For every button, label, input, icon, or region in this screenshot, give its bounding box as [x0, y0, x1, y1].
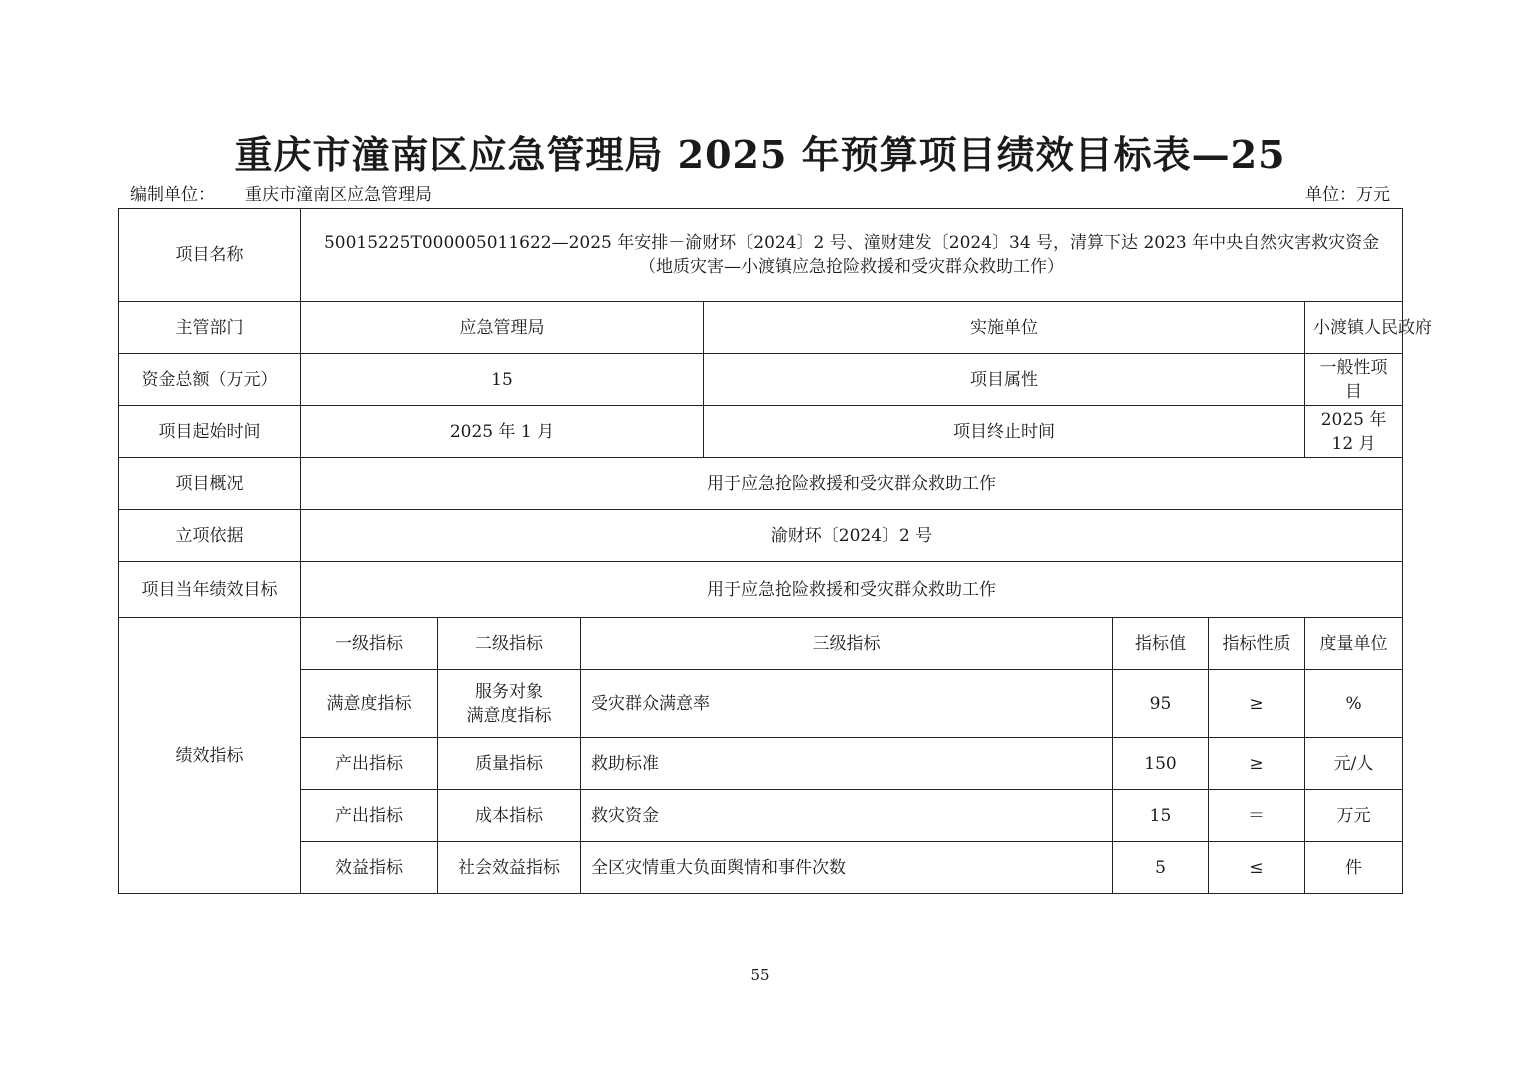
row-level1: 满意度指标: [301, 670, 438, 738]
row-level1: 产出指标: [301, 738, 438, 790]
overview-label: 项目概况: [119, 458, 301, 510]
row-value: 15: [1113, 790, 1209, 842]
funds-value: 15: [301, 354, 704, 406]
header-unit: 度量单位: [1305, 618, 1403, 670]
time-row: [119, 406, 1403, 458]
impl-value: 小渡镇人民政府: [1305, 302, 1403, 354]
header-value: 指标值: [1113, 618, 1209, 670]
row-level3: 救灾资金: [581, 790, 1113, 842]
goal-value: 用于应急抢险救援和受灾群众救助工作: [301, 562, 1403, 618]
row-value: 5: [1113, 842, 1209, 894]
end-value: 2025 年 12 月: [1305, 406, 1403, 458]
row-level2: 成本指标: [438, 790, 581, 842]
project-name-line1: 50015225T000005011622—2025 年安排－渝财环〔2024〕2 号、潼财建发〔2024〕34 号，清算下达 2023 年中央自然灾害救灾资金: [323, 233, 1380, 253]
header-level1: 一级指标: [301, 618, 438, 670]
row-value: 95: [1113, 670, 1209, 738]
page-title: 重庆市潼南区应急管理局 2025 年预算项目绩效目标表—25: [234, 132, 1286, 177]
goal-row: [119, 562, 1403, 618]
indicator-header-row: [119, 618, 1403, 670]
row-nature: ＝: [1209, 790, 1305, 842]
page-number: 55: [750, 966, 770, 984]
performance-table: [118, 208, 1432, 894]
row-nature: ≥: [1209, 670, 1305, 738]
end-label: 项目终止时间: [704, 406, 1305, 458]
indicator-row: [119, 738, 1403, 790]
unit-label: 单位：万元: [1305, 185, 1390, 205]
header-level3: 三级指标: [581, 618, 1113, 670]
overview-row: [119, 458, 1403, 510]
row-nature: ≥: [1209, 738, 1305, 790]
row-level2: 质量指标: [438, 738, 581, 790]
project-name-label: 项目名称: [119, 209, 301, 302]
dept-value: 应急管理局: [301, 302, 704, 354]
goal-label: 项目当年绩效目标: [119, 562, 301, 618]
row-level3: 全区灾情重大负面舆情和事件次数: [581, 842, 1113, 894]
basis-row: [119, 510, 1403, 562]
start-value: 2025 年 1 月: [301, 406, 704, 458]
row-level3: 受灾群众满意率: [581, 670, 1113, 738]
project-name-line2: （地质灾害—小渡镇应急抢险救援和受灾群众救助工作）: [639, 257, 1065, 277]
funds-label: 资金总额（万元）: [119, 354, 301, 406]
row-unit: 万元: [1305, 790, 1403, 842]
row-level2-line2: 满意度指标: [466, 705, 552, 726]
indicator-row: [119, 842, 1403, 894]
indicator-row: [119, 790, 1403, 842]
row-level3: 救助标准: [581, 738, 1113, 790]
indicators-section-label: 绩效指标: [119, 618, 301, 894]
row-value: 150: [1113, 738, 1209, 790]
compiler-label: 编制单位：: [130, 185, 215, 205]
project-name-value: [301, 209, 1403, 302]
department-row: [119, 302, 1403, 354]
header-level2: 二级指标: [438, 618, 581, 670]
indicator-row: [119, 670, 1403, 738]
basis-label: 立项依据: [119, 510, 301, 562]
row-unit: 元/人: [1305, 738, 1403, 790]
start-label: 项目起始时间: [119, 406, 301, 458]
funds-row: [119, 354, 1403, 406]
dept-label: 主管部门: [119, 302, 301, 354]
row-level2-line1: 服务对象: [475, 681, 543, 702]
row-level2: 社会效益指标: [438, 842, 581, 894]
attr-label: 项目属性: [704, 354, 1305, 406]
row-nature: ≤: [1209, 842, 1305, 894]
compiler-value: 重庆市潼南区应急管理局: [245, 185, 432, 205]
row-unit: 件: [1305, 842, 1403, 894]
project-name-row: [119, 209, 1403, 302]
impl-label: 实施单位: [704, 302, 1305, 354]
compiler-info: [130, 184, 432, 206]
header-nature: 指标性质: [1209, 618, 1305, 670]
row-unit: %: [1305, 670, 1403, 738]
row-level2: [438, 670, 581, 738]
row-level1: 产出指标: [301, 790, 438, 842]
row-level1: 效益指标: [301, 842, 438, 894]
overview-value: 用于应急抢险救援和受灾群众救助工作: [301, 458, 1403, 510]
basis-value: 渝财环〔2024〕2 号: [301, 510, 1403, 562]
attr-value: 一般性项目: [1305, 354, 1403, 406]
